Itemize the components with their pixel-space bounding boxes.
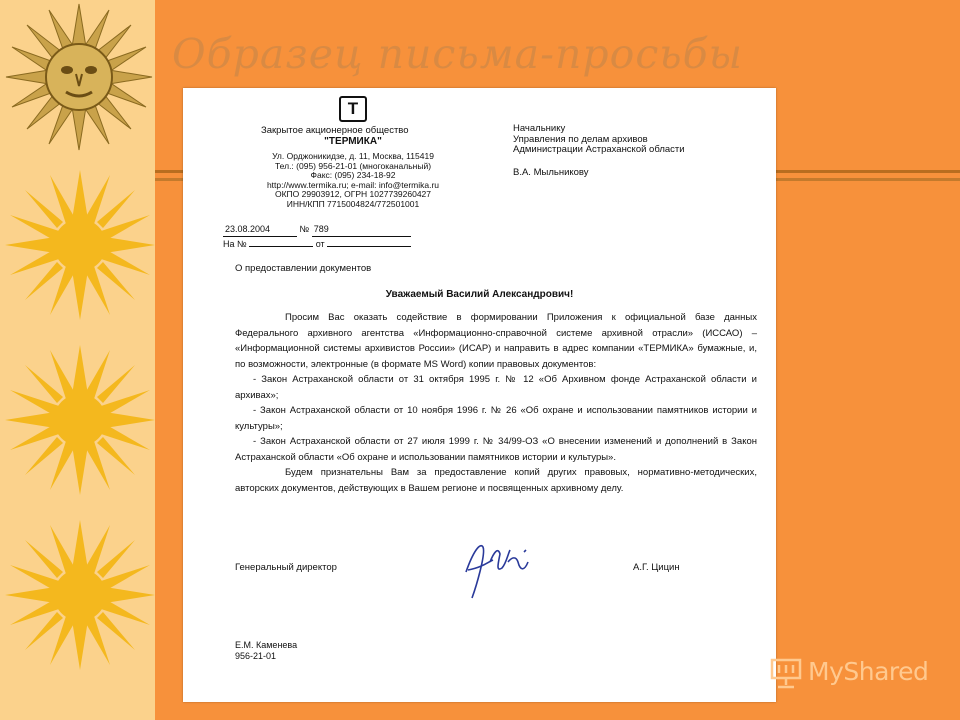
company-type: Закрытое акционерное общество xyxy=(261,125,409,136)
slide-title: Образец письма-просьбы xyxy=(172,30,744,78)
watermark-text: MyShared xyxy=(808,657,929,686)
letter-greeting: Уважаемый Василий Александрович! xyxy=(385,289,574,300)
recipient-dept: Управления по делам архивов xyxy=(513,133,648,145)
number-label: № xyxy=(299,224,310,234)
letter-number: 789 xyxy=(312,222,411,237)
presentation-icon xyxy=(768,657,804,689)
recipient-block xyxy=(513,124,763,178)
signature xyxy=(458,532,548,602)
body-paragraph: Будем признательны Вам за предоставление копий других правовых, нормативно-методических, авторских документов, действующих в Вашем регионе и посвященных архивному делу. xyxy=(235,467,757,494)
signatory-position: Генеральный директор xyxy=(235,562,337,573)
company-web: http://www.termika.ru; e-mail: info@termika.ru xyxy=(266,179,440,190)
company-phone: Тел.: (095) 956-21-01 (многоканальный) xyxy=(274,160,432,171)
law-item: - Закон Астраханской области от 27 июля 1999 г. № 34/99-ОЗ «О внесении изменений и дополнений в Закон Астраханской области «Об охране и использовании памятников истории и культуры». xyxy=(235,436,757,463)
from-blank xyxy=(327,246,411,247)
letter-document xyxy=(183,88,776,702)
letter-body xyxy=(235,310,757,496)
reply-to-label: На № xyxy=(223,239,247,249)
company-fax: Факс: (095) 234-18-92 xyxy=(310,170,396,180)
executor-name: Е.М. Каменева xyxy=(235,640,298,650)
executor-phone: 956-21-01 xyxy=(235,651,277,661)
signatory-name: А.Г. Цицин xyxy=(633,562,680,573)
company-inn: ИНН/КПП 7715004824/772501001 xyxy=(286,198,420,209)
recipient-name: В.А. Мыльникову xyxy=(513,166,589,178)
company-name: "ТЕРМИКА" xyxy=(324,136,382,147)
sun-icon xyxy=(5,520,155,670)
company-okpo: ОКПО 29903912, ОГРН 1027739260427 xyxy=(274,189,432,199)
watermark-logo xyxy=(768,655,938,691)
letter-date: 23.08.2004 xyxy=(223,222,297,237)
from-label: от xyxy=(315,239,325,249)
body-paragraph: Просим Вас оказать содействие в формировании Приложения к официальной базе данных Федерального архивного агентства «Информационно-справочной системе архивной отрасли» (ИССАО) – «Информационной системы архивистов России» (ИСАР) и направить в адрес компании «ТЕРМИКА» бумажные, и, по возможности, электронные (в формате MS Word) копии правовых документов: xyxy=(235,312,757,370)
company-logo: Т xyxy=(339,96,367,122)
letterhead xyxy=(243,96,463,209)
law-item: - Закон Астраханской области от 31 октября 1995 г. № 12 «Об Архивном фонде Астраханской области и архивах»; xyxy=(235,374,757,401)
reply-to-blank xyxy=(249,246,313,247)
sun-icon xyxy=(5,345,155,495)
sun-icon xyxy=(5,170,155,320)
recipient-title: Начальнику xyxy=(513,123,566,134)
recipient-admin: Администрации Астраханской области xyxy=(513,144,685,155)
reference-block xyxy=(223,222,483,251)
company-address: Ул. Орджоникидзе, д. 11, Москва, 115419 xyxy=(272,151,434,161)
sun-face-icon xyxy=(4,2,154,152)
executor-block xyxy=(235,640,297,662)
letter-subject: О предоставлении документов xyxy=(235,263,372,274)
law-item: - Закон Астраханской области от 10 ноября 1996 г. № 26 «Об охране и использовании памятников истории и культуры»; xyxy=(235,405,757,432)
